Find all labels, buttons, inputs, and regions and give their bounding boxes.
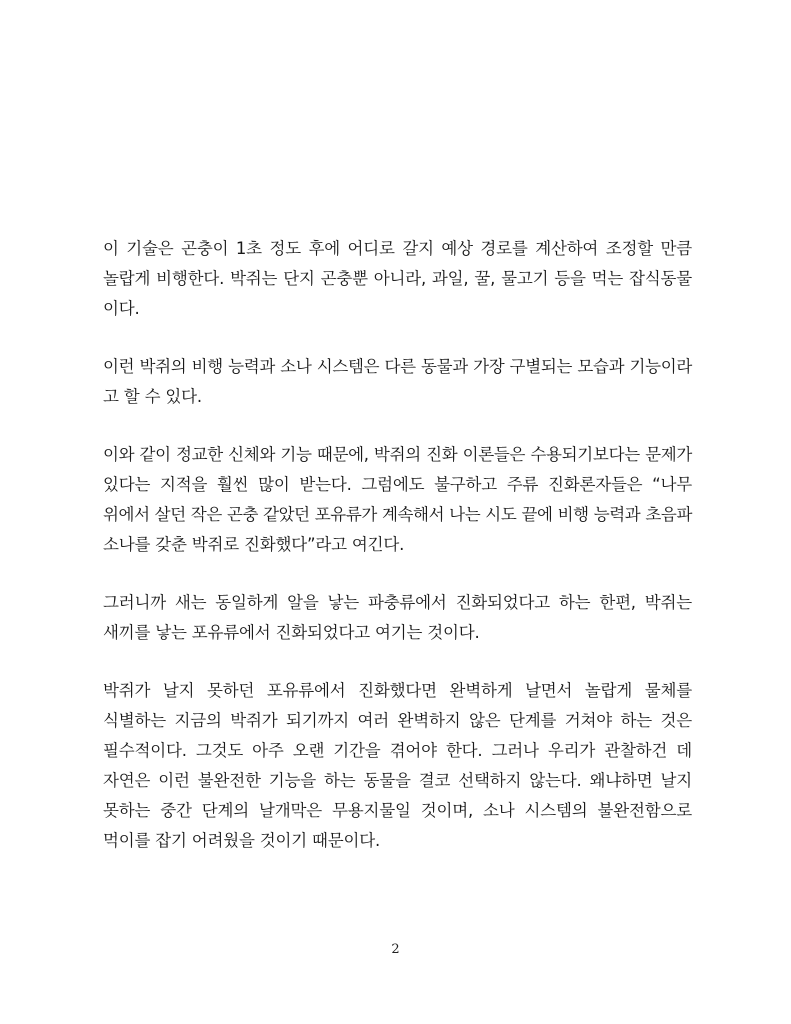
text-line: 그러니까 새는 동일하게 알을 낳는 파충류에서 진화되었다고 하는 한편, 박쥐는 — [103, 593, 692, 612]
body-text — [103, 234, 692, 884]
text-line: 자연은 이런 불완전한 기능을 하는 동물을 결코 선택하지 않는다. 왜냐하면 날지 — [103, 771, 692, 790]
text-line: 고 할 수 있다. — [103, 387, 202, 406]
text-line: 박쥐가 날지 못하던 포유류에서 진화했다면 완벽하게 날면서 놀랍게 물체를 — [103, 681, 692, 700]
text-line: 소나를 갖춘 박쥐로 진화했다”라고 여긴다. — [103, 535, 405, 554]
page-number: 2 — [391, 942, 400, 957]
text-line: 놀랍게 비행한다. 박쥐는 단지 곤충뿐 아니라, 과일, 꿀, 물고기 등을 먹는 잡식동물 — [103, 269, 692, 288]
text-line: 있다는 지적을 훨씬 많이 받는다. 그럼에도 불구하고 주류 진화론자들은 “나무 — [103, 475, 692, 494]
text-line: 못하는 중간 단계의 날개막은 무용지물일 것이며, 소나 시스템의 불완전함으로 — [103, 801, 692, 820]
text-line: 새끼를 낳는 포유류에서 진화되었다고 여기는 것이다. — [103, 623, 480, 642]
text-line: 이와 같이 정교한 신체와 기능 때문에, 박쥐의 진화 이론들은 수용되기보다는 문제가 — [103, 445, 692, 464]
text-line: 이런 박쥐의 비행 능력과 소나 시스템은 다른 동물과 가장 구별되는 모습과 기능이라 — [103, 357, 692, 376]
paragraph-1 — [103, 234, 692, 324]
paragraph-2 — [103, 352, 692, 412]
paragraph-3 — [103, 440, 692, 560]
paragraph-4 — [103, 588, 692, 648]
text-line: 위에서 살던 작은 곤충 같았던 포유류가 계속해서 나는 시도 끝에 비행 능력과 초음파 — [103, 505, 692, 524]
paragraph-5 — [103, 676, 692, 856]
text-line: 먹이를 잡기 어려웠을 것이기 때문이다. — [103, 831, 381, 850]
text-line: 필수적이다. 그것도 아주 오랜 기간을 겪어야 한다. 그러나 우리가 관찰하건 데 — [103, 741, 692, 760]
text-line: 식별하는 지금의 박쥐가 되기까지 여러 완벽하지 않은 단계를 거쳐야 하는 것은 — [103, 711, 692, 730]
text-line: 이 기술은 곤충이 1초 정도 후에 어디로 갈지 예상 경로를 계산하여 조정할 만큼 — [103, 239, 692, 258]
text-line: 이다. — [103, 299, 140, 318]
